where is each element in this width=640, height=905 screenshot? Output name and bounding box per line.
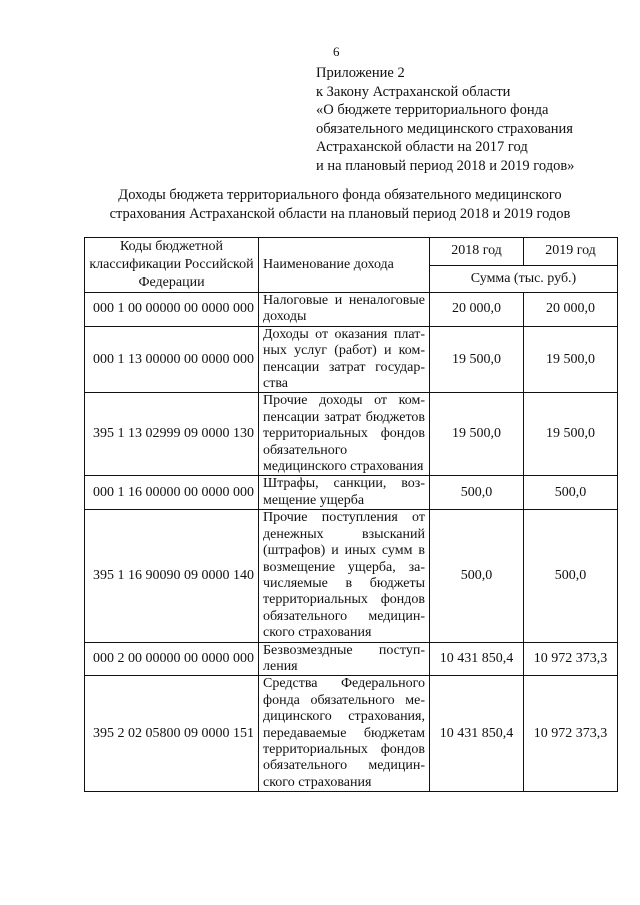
row-name: Доходы от оказания платных услуг (работ) и компенсации затрат государства (259, 326, 430, 393)
header-unit: Сумма (тыс. руб.) (430, 265, 618, 293)
row-code: 395 1 16 90090 09 0000 140 (85, 510, 259, 642)
table-row (85, 293, 618, 327)
row-code: 000 1 13 00000 00 0000 000 (85, 326, 259, 393)
row-value-2019: 19 500,0 (524, 393, 618, 476)
header-code: Коды бюджетной классификации Российской Федерации (85, 238, 259, 293)
table-row (85, 676, 618, 792)
row-value-2019: 500,0 (524, 476, 618, 510)
row-code: 000 1 00 00000 00 0000 000 (85, 293, 259, 327)
row-name: Прочие доходы от компенсации затрат бюджетов территориальных фондов обязательного медицинского страхования (259, 393, 430, 476)
appendix-line: к Закону Астраханской области (316, 83, 511, 100)
row-value-2018: 500,0 (430, 476, 524, 510)
row-value-2018: 19 500,0 (430, 326, 524, 393)
row-value-2019: 500,0 (524, 510, 618, 642)
row-code: 000 1 16 00000 00 0000 000 (85, 476, 259, 510)
row-code: 395 2 02 05800 09 0000 151 (85, 676, 259, 792)
row-code: 395 1 13 02999 09 0000 130 (85, 393, 259, 476)
header-year-2018: 2018 год (430, 238, 524, 266)
table-header-row (85, 238, 618, 266)
appendix-line: Приложение 2 (316, 65, 405, 81)
appendix-line: обязательного медицинского страхования (316, 120, 573, 137)
row-name: Штрафы, санкции, возмещение ущерба (259, 476, 430, 510)
row-value-2019: 19 500,0 (524, 326, 618, 393)
row-name: Прочие поступления от денежных взысканий (штрафов) и иных сумм в возмещение ущерба, зачисляемые в бюджеты территориальных фондов обязательного медицинского страхования (259, 510, 430, 642)
appendix-line: «О бюджете территориального фонда (316, 102, 549, 118)
title-line: страхования Астраханской области на плановый период 2018 и 2019 годов (109, 206, 571, 222)
table-row (85, 326, 618, 393)
row-name: Налоговые и неналоговые доходы (259, 293, 430, 327)
table-row (85, 393, 618, 476)
row-value-2018: 19 500,0 (430, 393, 524, 476)
row-value-2018: 10 431 850,4 (430, 676, 524, 792)
table-row (85, 642, 618, 676)
table-row (85, 476, 618, 510)
header-name: Наименование дохода (259, 238, 430, 293)
document-title (60, 186, 620, 224)
row-value-2019: 10 972 373,3 (524, 642, 618, 676)
row-name: Средства Федерального фонда обязательного медицинского страхования, передаваемые бюджетам территориальных фондов обязательного медицинского страхования (259, 676, 430, 792)
row-value-2019: 20 000,0 (524, 293, 618, 327)
income-table (84, 237, 618, 792)
header-year-2019: 2019 год (524, 238, 618, 266)
row-value-2018: 20 000,0 (430, 293, 524, 327)
row-name: Безвозмездные поступления (259, 642, 430, 676)
title-line: Доходы бюджета территориального фонда обязательного медицинского (118, 187, 562, 203)
row-value-2019: 10 972 373,3 (524, 676, 618, 792)
appendix-line: Астраханской области на 2017 год (316, 139, 528, 155)
row-code: 000 2 00 00000 00 0000 000 (85, 642, 259, 676)
appendix-line: и на плановый период 2018 и 2019 годов» (316, 157, 575, 174)
appendix-header (316, 64, 574, 175)
table-row (85, 510, 618, 642)
row-value-2018: 500,0 (430, 510, 524, 642)
page-number: 6 (333, 44, 340, 59)
row-value-2018: 10 431 850,4 (430, 642, 524, 676)
